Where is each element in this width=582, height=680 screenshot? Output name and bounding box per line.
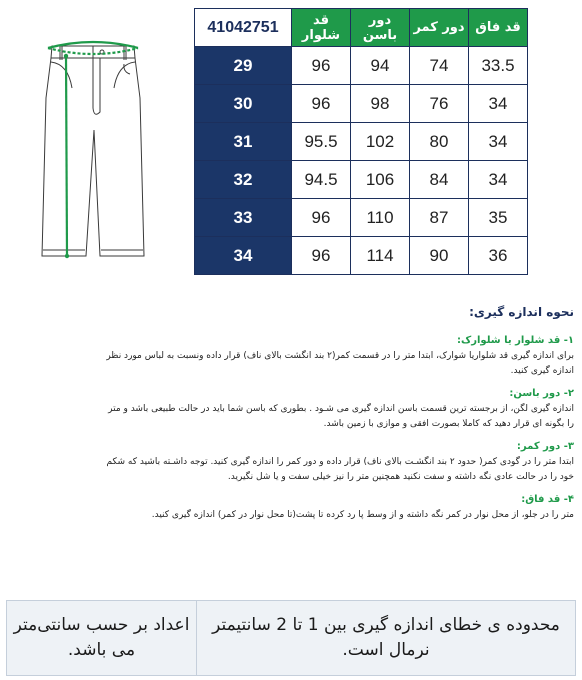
- table-row: [195, 199, 528, 237]
- table-row: [195, 47, 528, 85]
- rise-value: 34: [469, 123, 528, 161]
- section-body: اندازه گیری لگن، از برجسته ترین قسمت باسن اندازه گیری می شـود . بطوری که باسن شما باید در حالت طبیعی باشد و متر را بگونه ای قرار دهید که کاملا بصورت افقی و موازی با زمین باشد.: [108, 404, 574, 429]
- section-title: ۱- قد شلوار یا شلوارک:: [457, 335, 574, 346]
- length-value: 96: [292, 47, 351, 85]
- rise-value: 35: [469, 199, 528, 237]
- waist-value: 80: [410, 123, 469, 161]
- instruction-section: [100, 335, 574, 379]
- hip-value: 106: [351, 161, 410, 199]
- units-note: اعداد بر حسب سانتی‌متر می باشد.: [13, 615, 190, 660]
- size-table: [194, 8, 528, 275]
- hip-value: 102: [351, 123, 410, 161]
- section-body: ابتدا متر را در گودی کمر( حدود ۲ بند انگشـت بالای ناف) قرار داده و دور کمر را اندازه گیری کنید. توجه داشـته باشید که شکم خود را در حالت عادی نگه داشته و سفت نکنید همچنین متر را نیز خیلی سفت و یا شل نگیرید.: [106, 457, 574, 482]
- table-row: [195, 123, 528, 161]
- table-header-row: [195, 9, 528, 47]
- section-body: برای اندازه گیری قد شلواریا شوارک، ابتدا متر را در قسمت کمر(۲ بند انگشت بالای ناف) قرار داده ونسبت به لباس مورد نظر اندازه گیری کنید.: [106, 351, 574, 376]
- hip-value: 110: [351, 199, 410, 237]
- size-label: 29: [195, 47, 292, 85]
- length-value: 96: [292, 85, 351, 123]
- rise-value: 34: [469, 161, 528, 199]
- section-title: ۳- دور کمر:: [516, 441, 574, 452]
- header-waist: دور کمر: [410, 9, 469, 47]
- length-value: 96: [292, 237, 351, 275]
- hip-value: 114: [351, 237, 410, 275]
- instructions-title: نحوه اندازه گیری:: [469, 305, 574, 319]
- pants-measurement-illustration: [38, 38, 158, 263]
- table-row: [195, 161, 528, 199]
- size-label: 33: [195, 199, 292, 237]
- waist-value: 90: [410, 237, 469, 275]
- notes-box: [6, 600, 576, 676]
- instruction-section: [100, 388, 574, 432]
- hip-value: 98: [351, 85, 410, 123]
- section-title: ۲- دور باسن:: [509, 388, 574, 399]
- size-label: 34: [195, 237, 292, 275]
- rise-value: 34: [469, 85, 528, 123]
- hip-value: 94: [351, 47, 410, 85]
- length-value: 95.5: [292, 123, 351, 161]
- waist-value: 87: [410, 199, 469, 237]
- rise-value: 36: [469, 237, 528, 275]
- table-row: [195, 237, 528, 275]
- size-label: 31: [195, 123, 292, 161]
- section-title: ۴- قد فاق:: [521, 494, 574, 505]
- length-value: 96: [292, 199, 351, 237]
- error-range-note: محدوده ی خطای اندازه گیری بین 1 تا 2 سانتیمتر نرمال است.: [196, 601, 575, 675]
- size-label: 30: [195, 85, 292, 123]
- rise-value: 33.5: [469, 47, 528, 85]
- table-row: [195, 85, 528, 123]
- waist-value: 74: [410, 47, 469, 85]
- instruction-section: [100, 494, 574, 523]
- header-hip: دور باسن: [351, 9, 410, 47]
- size-label: 32: [195, 161, 292, 199]
- section-body: متر را در جلو، از محل نوار در کمر نگه داشته و از وسط پا رد کرده تا پشت(تا محل نوار در کمر) اندازه گیری کنید.: [151, 510, 574, 520]
- waist-value: 76: [410, 85, 469, 123]
- length-value: 94.5: [292, 161, 351, 199]
- waist-value: 84: [410, 161, 469, 199]
- measurement-instructions: [100, 305, 574, 532]
- header-length: قد شلوار: [292, 9, 351, 47]
- header-rise: قد فاق: [469, 9, 528, 47]
- instruction-section: [100, 441, 574, 485]
- product-code: 41042751: [195, 9, 292, 47]
